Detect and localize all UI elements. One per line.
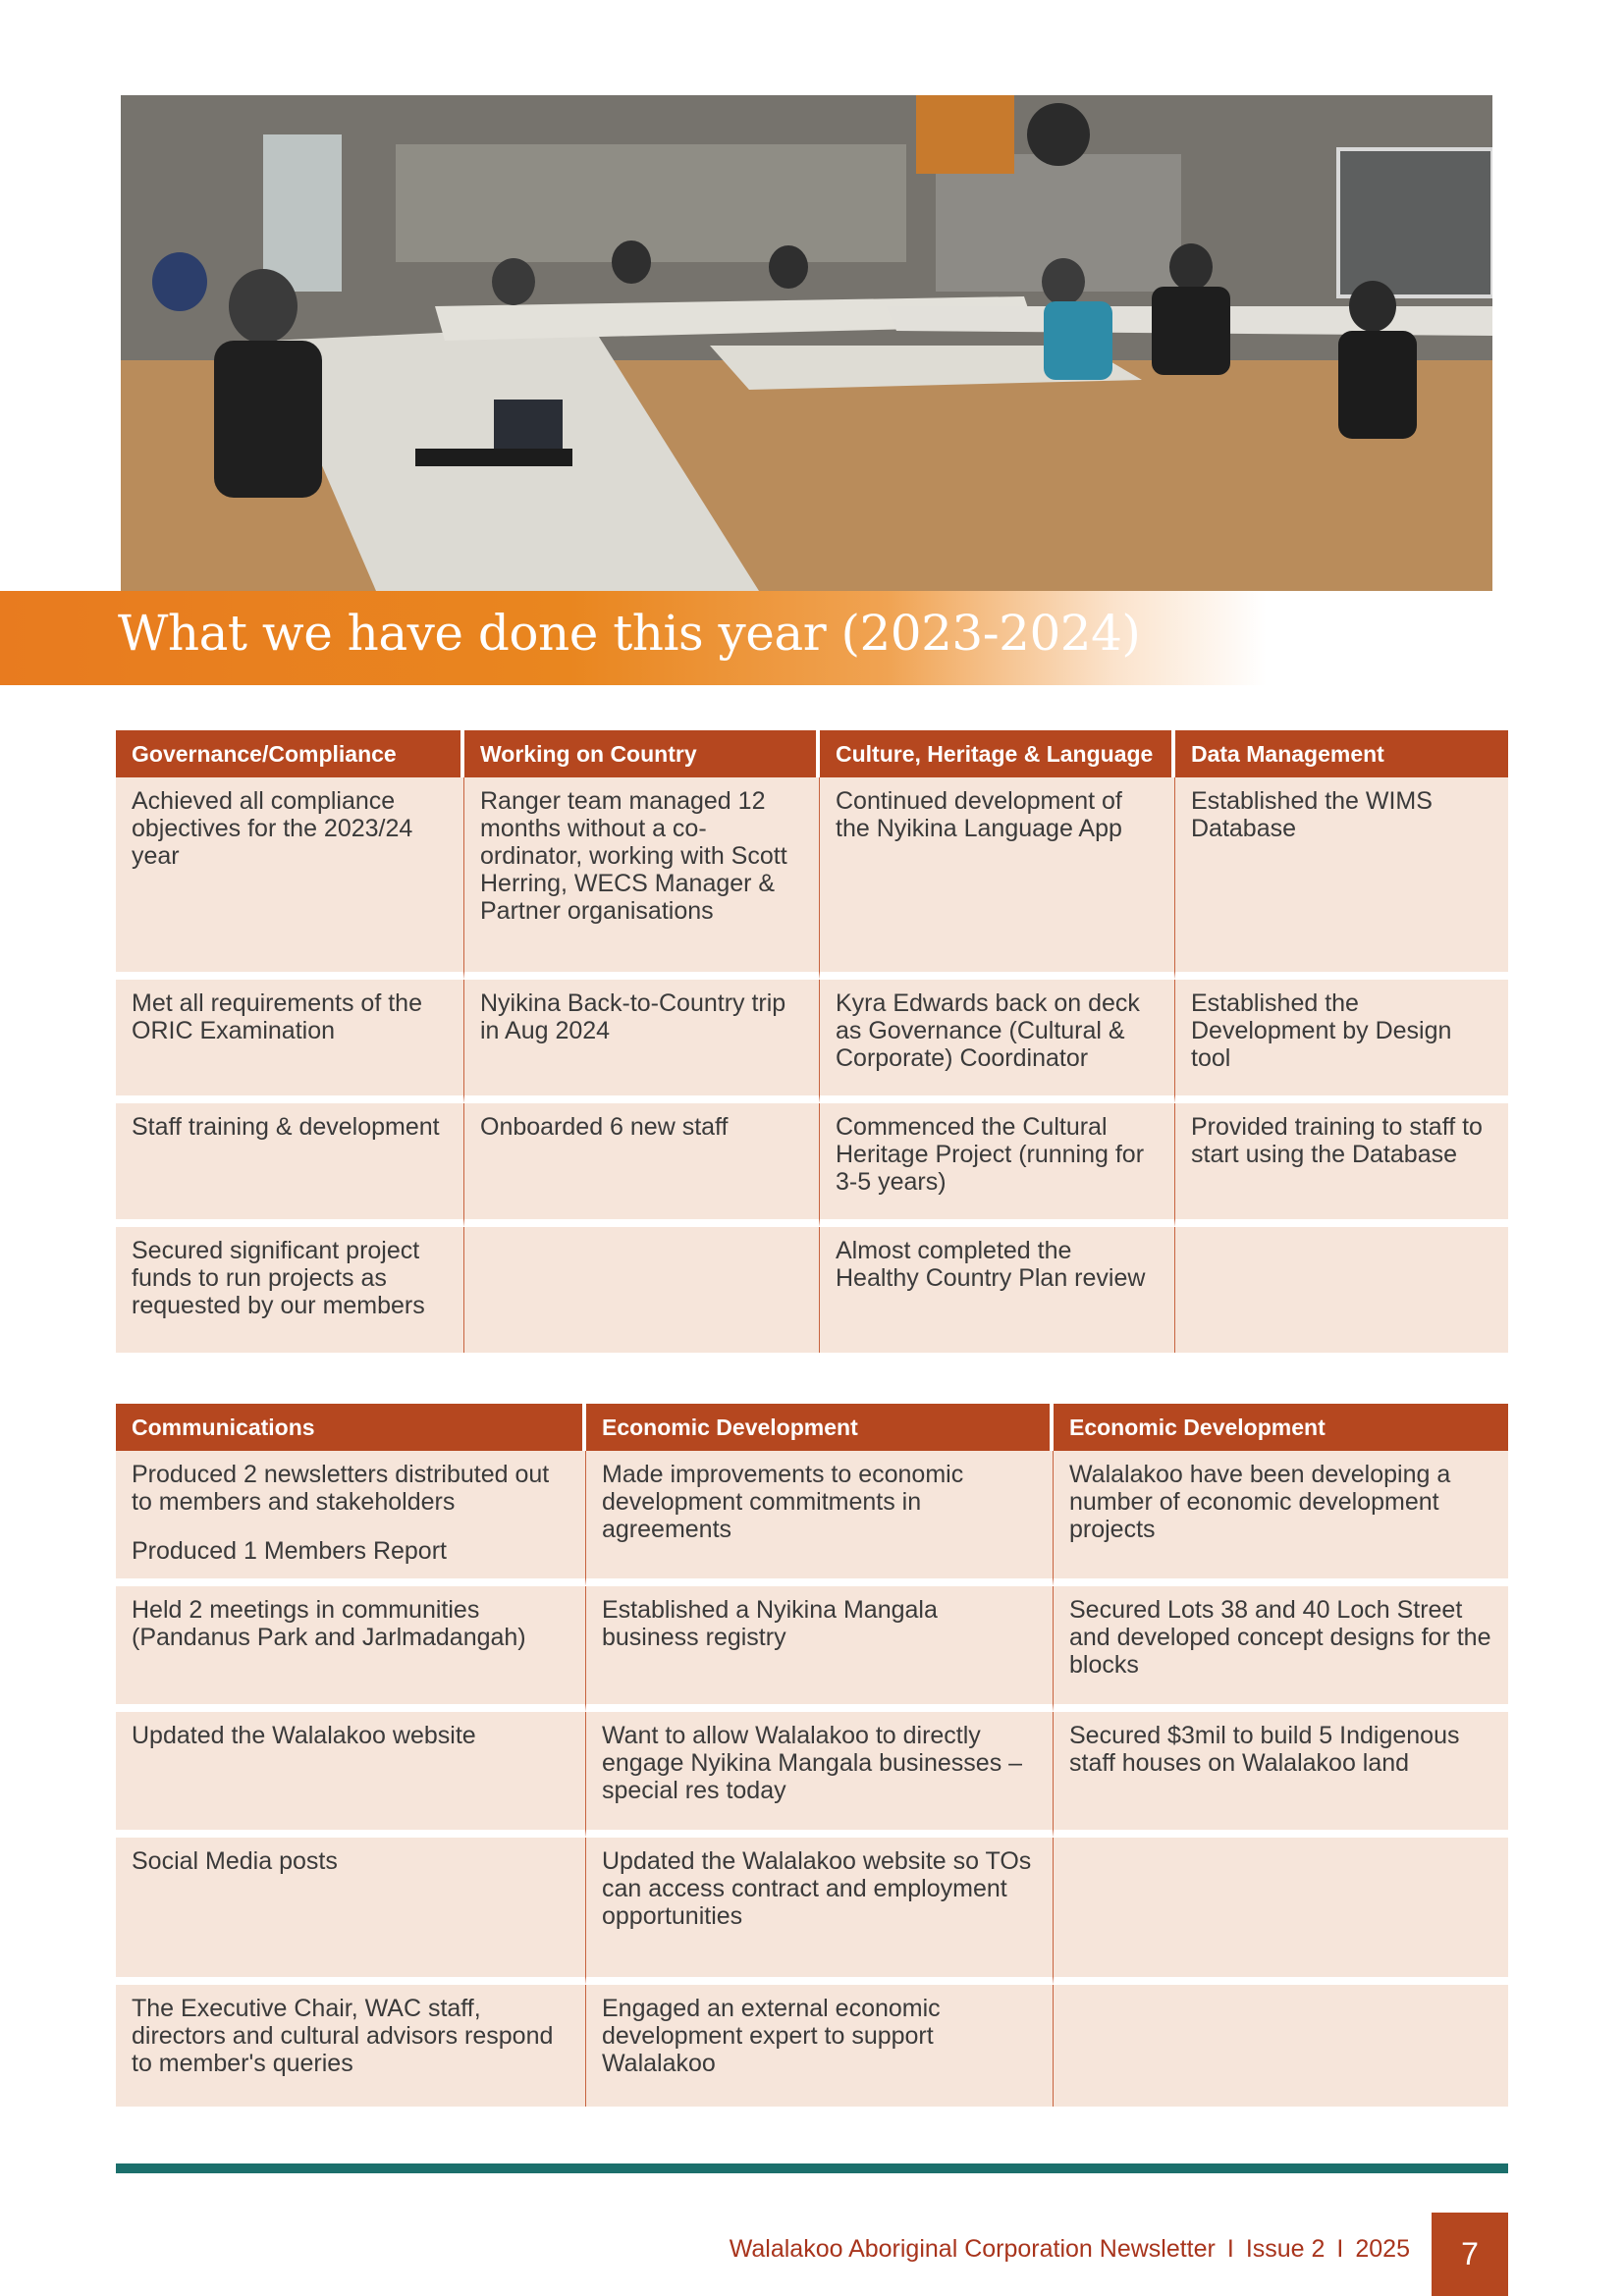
header-working-on-country: Working on Country [464, 730, 820, 777]
table-cell: Established the WIMS Database [1175, 777, 1508, 980]
table-cell: Ranger team managed 12 months without a co-ordinator, working with Scott Herring, WECS Manager & Partner organisations [464, 777, 820, 980]
meeting-photo-illustration [121, 95, 1492, 591]
table-header-row [116, 730, 1508, 777]
table-cell: Held 2 meetings in communities (Pandanus Park and Jarlmadangah) [116, 1586, 586, 1712]
table-cell: Made improvements to economic development commitments in agreements [586, 1451, 1054, 1586]
header-economic-development-2: Economic Development [1054, 1404, 1508, 1451]
table-cell: Established a Nyikina Mangala business registry [586, 1586, 1054, 1712]
header-economic-development: Economic Development [586, 1404, 1054, 1451]
header-culture-heritage-language: Culture, Heritage & Language [820, 730, 1175, 777]
meeting-photo [121, 95, 1492, 591]
table-cell: Staff training & development [116, 1103, 464, 1227]
footer-issue: Issue 2 [1245, 2235, 1326, 2263]
footer-publication-info [730, 2235, 1410, 2264]
table-cell: Continued development of the Nyikina Language App [820, 777, 1175, 980]
table-cell: Engaged an external economic development expert to support Walalakoo [586, 1985, 1054, 2107]
table-cell: Want to allow Walalakoo to directly engage Nyikina Mangala businesses – special res today [586, 1712, 1054, 1838]
table-cell [1054, 1985, 1508, 2107]
table-row [116, 980, 1508, 1103]
table-cell: Walalakoo have been developing a number of economic development projects [1054, 1451, 1508, 1586]
table-cell: Onboarded 6 new staff [464, 1103, 820, 1227]
header-communications: Communications [116, 1404, 586, 1451]
cell-line: Produced 2 newsletters distributed out to members and stakeholders [132, 1461, 550, 1516]
achievements-table-2 [116, 1404, 1508, 2107]
header-data-management: Data Management [1175, 730, 1508, 777]
achievements-table-1 [116, 730, 1508, 1353]
section-banner [0, 591, 1267, 685]
footer-year: 2025 [1355, 2235, 1410, 2263]
table-header-row [116, 1404, 1508, 1451]
table-cell: Social Media posts [116, 1838, 586, 1985]
table-cell: Achieved all compliance objectives for the 2023/24 year [116, 777, 464, 980]
table-cell: Provided training to staff to start using the Database [1175, 1103, 1508, 1227]
table-row [116, 1712, 1508, 1838]
footer-separator: I [1336, 2235, 1344, 2263]
table-cell [116, 1451, 586, 1586]
table-cell: Met all requirements of the ORIC Examination [116, 980, 464, 1103]
table-row [116, 1985, 1508, 2107]
table-cell [464, 1227, 820, 1353]
footer-publication: Walalakoo Aboriginal Corporation Newsletter [729, 2235, 1216, 2263]
table-cell: Commenced the Cultural Heritage Project (running for 3-5 years) [820, 1103, 1175, 1227]
table-cell [1054, 1838, 1508, 1985]
page-number: 7 [1432, 2213, 1508, 2296]
page-title: What we have done this year (2023-2024) [118, 605, 1141, 662]
table-cell: Updated the Walalakoo website so TOs can access contract and employment opportunities [586, 1838, 1054, 1985]
table-cell: The Executive Chair, WAC staff, directors and cultural advisors respond to member's queries [116, 1985, 586, 2107]
table-row [116, 1838, 1508, 1985]
table-cell: Kyra Edwards back on deck as Governance (Cultural & Corporate) Coordinator [820, 980, 1175, 1103]
table-cell: Nyikina Back-to-Country trip in Aug 2024 [464, 980, 820, 1103]
table-cell: Established the Development by Design tool [1175, 980, 1508, 1103]
table-row [116, 1103, 1508, 1227]
footer-rule [116, 2163, 1508, 2173]
table-cell: Almost completed the Healthy Country Plan review [820, 1227, 1175, 1353]
table-cell [1175, 1227, 1508, 1353]
cell-line: Produced 1 Members Report [132, 1537, 447, 1565]
table-cell: Secured significant project funds to run projects as requested by our members [116, 1227, 464, 1353]
footer-separator: I [1226, 2235, 1234, 2263]
table-row [116, 777, 1508, 980]
table-row [116, 1227, 1508, 1353]
table-cell: Secured $3mil to build 5 Indigenous staff houses on Walalakoo land [1054, 1712, 1508, 1838]
table-cell: Secured Lots 38 and 40 Loch Street and developed concept designs for the blocks [1054, 1586, 1508, 1712]
table-row [116, 1451, 1508, 1586]
table-cell: Updated the Walalakoo website [116, 1712, 586, 1838]
table-row [116, 1586, 1508, 1712]
header-governance: Governance/Compliance [116, 730, 464, 777]
